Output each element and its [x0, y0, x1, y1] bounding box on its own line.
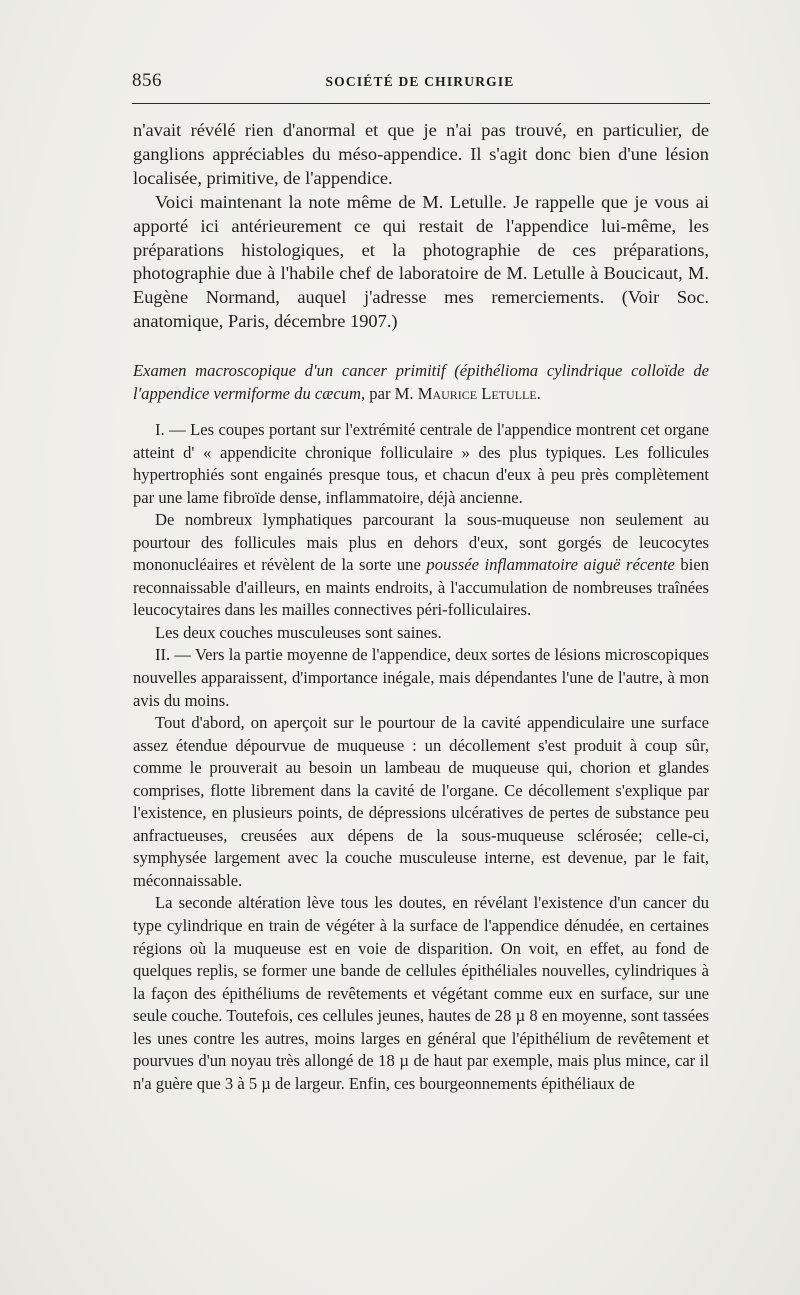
report-paragraph: Les deux couches musculeuses sont saines. — [155, 622, 442, 642]
page-header — [132, 64, 708, 94]
intro-text — [133, 119, 709, 334]
report-paragraph: La seconde altération lève tous les doutes, en révélant l'existence d'un cancer du type cylindrique en train de végéter à la surface de l'appendice dénudée, en certaines régions où la muqueuse est en voie de disparition. On voit, en effet, au fond de quelques replis, se former une bande de cellules épithéliales nouvelles, cylindriques à la façon des épithéliums de revêtements et végétant comme eux en surface, sur une seule couche. Toutefois, ces cellules jeunes, hautes de 28 µ 8 en moyenne, sont tassées les unes contre les autres, moins larges en général que l'épithélium de revêtement et pourvues d'un noyau très allongé de 18 µ de haut par exemple, mais plus mince, car il n'a guère que 3 à 5 µ de largeur. Enfin, ces bourgeonnements épithéliaux de — [133, 893, 709, 1093]
report-text — [133, 419, 709, 1095]
report-paragraph: I. — Les coupes portant sur l'extrémité centrale de l'appendice montrent cet organe atteint d' « appendicite chronique folliculaire » des plus typiques. Les follicules hypertrophiés sont engainés presque tous, et chacun d'eux à peu près complètement par une lame fibroïde dense, inflammatoire, déjà ancienne. — [133, 420, 709, 507]
section-heading — [133, 360, 709, 405]
intro-paragraph: Voici maintenant la note même de M. Letulle. Je rappelle que je vous ai apporté ici antérieurement ce qui restait de l'appendice lui-même, les préparations histologiques, et la photographie de ces préparations, photographie due à l'habile chef de laboratoire de M. Letulle à Boucicaut, M. Eugène Normand, auquel j'adresse mes remerciements. (Voir Soc. anatomique, Paris, décembre 1907.) — [133, 191, 709, 332]
report-paragraph: II. — Vers la partie moyenne de l'appendice, deux sortes de lésions microscopiques nouvelles apparaissent, d'importance inégale, mais dépendantes l'une de l'autre, à mon avis du moins. — [133, 645, 709, 710]
report-paragraph — [133, 509, 709, 622]
section-heading-author: Maurice Letulle. — [417, 383, 541, 403]
report-text-run: De nombreux lymphatiques parcourant la sous-muqueuse non seulement au pourtour des follicules mais plus en dehors d'eux, sont gorgés de leucocytes mononucléaires et révèlent de la sorte une — [133, 510, 709, 575]
intro-paragraph: n'avait révélé rien d'anormal et que je n'ai pas trouvé, en particulier, de ganglions appréciables du méso-appendice. Il s'agit donc bien d'une lésion localisée, primitive, de l'appendice. — [133, 120, 709, 188]
running-title: SOCIÉTÉ DE CHIRURGIE — [325, 74, 515, 89]
report-paragraph: Tout d'abord, on aperçoit sur le pourtour de la cavité appendiculaire une surface assez étendue dépourvue de muqueuse : un décollement s'est produit à coup sûr, comme le prouverait au besoin un lambeau de muqueuse qui, chorion et glandes comprises, flotte librement dans la cavité de l'organe. Ce décollement s'explique par l'existence, en plusieurs points, de dépressions ulcératives de pertes de substance peu anfractueuses, creusées aux dépens de la sous-muqueuse sclérosée; celle-ci, symphysée largement avec la couche musculeuse interne, est devenue, par le fait, méconnaissable. — [133, 713, 709, 890]
section-heading-by: par M. — [369, 383, 414, 403]
section-heading-title: Examen macroscopique d'un cancer primitif (épithélioma cylindrique colloïde de l'appendice vermiforme du cæcum, — [133, 361, 709, 403]
report-text-run: bien reconnaissable d'ailleurs, en maints endroits, à l'accumulation de nombreuses traînées leucocytaires dans les mailles connectives péri-folliculaires. — [133, 555, 709, 620]
report-emphasis: poussée inflammatoire aiguë récente — [426, 555, 675, 575]
header-rule — [132, 103, 710, 104]
page-number: 856 — [132, 70, 162, 91]
